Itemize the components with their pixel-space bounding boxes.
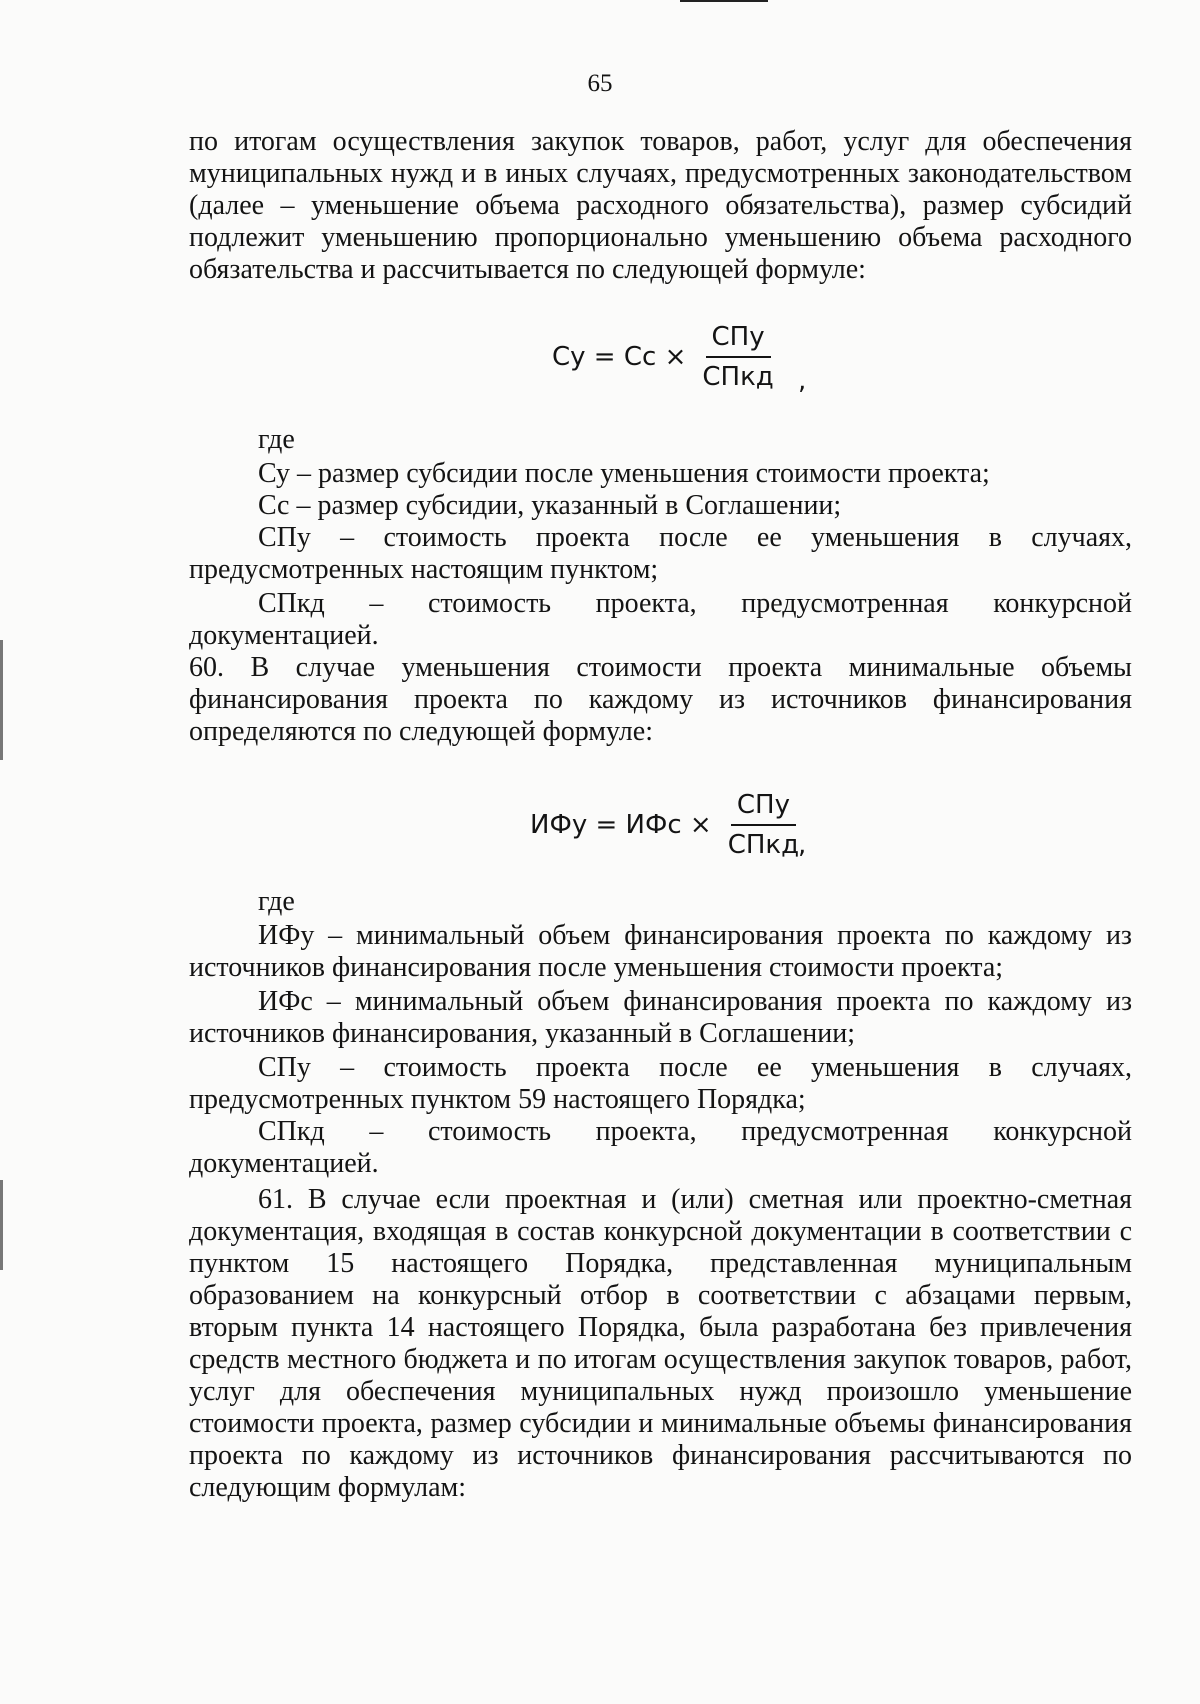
text-line: 60. В случае уменьшения стоимости проекта минимальные объемы [189, 652, 1132, 683]
scan-mark [680, 0, 768, 2]
formula-numerator: СПу [706, 322, 771, 358]
text-line: Су – размер субсидии после уменьшения стоимости проекта; [258, 458, 990, 489]
text-line: источников финансирования, указанный в Соглашении; [189, 1018, 856, 1049]
text-line: Сс – размер субсидии, указанный в Соглашении; [258, 490, 842, 521]
formula-fraction [722, 790, 805, 860]
text-line: документацией. [189, 1148, 379, 1179]
text-line: СПу – стоимость проекта после ее уменьшения в случаях, [258, 1052, 1132, 1083]
text-line: образованием на конкурсный отбор в соответствии с абзацами первым, [189, 1280, 1132, 1311]
text-line: СПкд – стоимость проекта, предусмотренная конкурсной [258, 1116, 1132, 1147]
text-line: где [258, 886, 295, 917]
text-line: обязательства и рассчитывается по следующей формуле: [189, 254, 866, 285]
text-line: муниципальных нужд и в иных случаях, предусмотренных законодательством [189, 158, 1132, 189]
text-line: вторым пункта 14 настоящего Порядка, была разработана без привлечения [189, 1312, 1132, 1343]
text-line: определяются по следующей формуле: [189, 716, 653, 747]
formula-financing [530, 790, 805, 860]
formula-comma: , [798, 830, 807, 860]
text-line: документация, входящая в состав конкурсной документации в соответствии с [189, 1216, 1132, 1247]
scan-edge-mark [0, 640, 3, 760]
text-line: финансирования проекта по каждому из источников финансирования [189, 684, 1132, 715]
text-line: по итогам осуществления закупок товаров, работ, услуг для обеспечения [189, 126, 1132, 157]
text-line: средств местного бюджета и по итогам осуществления закупок товаров, работ, [189, 1344, 1132, 1375]
formula-denominator: СПкд [727, 830, 800, 860]
text-line: документацией. [189, 620, 379, 651]
text-line: ИФс – минимальный объем финансирования проекта по каждому из [258, 986, 1132, 1017]
text-line: пунктом 15 настоящего Порядка, представленная муниципальным [189, 1248, 1132, 1279]
text-line: СПкд – стоимость проекта, предусмотренная конкурсной [258, 588, 1132, 619]
text-line: стоимости проекта, размер субсидии и минимальные объемы финансирования [189, 1408, 1132, 1439]
text-line: подлежит уменьшению пропорционально уменьшению объема расходного [189, 222, 1132, 253]
text-line: следующим формулам: [189, 1472, 466, 1503]
text-line: предусмотренных настоящим пунктом; [189, 554, 659, 585]
formula-lhs: ИФу = ИФс × [530, 810, 712, 840]
formula-subsidy [552, 322, 780, 392]
text-line: ИФу – минимальный объем финансирования проекта по каждому из [258, 920, 1132, 951]
formula-comma: , [798, 366, 807, 396]
scan-edge-mark [0, 1180, 3, 1270]
formula-numerator: СПу [731, 790, 796, 826]
formula-fraction [696, 322, 779, 392]
text-line: СПу – стоимость проекта после ее уменьшения в случаях, [258, 522, 1132, 553]
formula-lhs: Су = Сс × [552, 342, 687, 372]
text-line: источников финансирования после уменьшения стоимости проекта; [189, 952, 1004, 983]
page-number: 65 [587, 70, 613, 97]
text-line: проекта по каждому из источников финансирования рассчитываются по [189, 1440, 1132, 1471]
text-line: предусмотренных пунктом 59 настоящего Порядка; [189, 1084, 806, 1115]
text-line: где [258, 424, 295, 455]
text-line: (далее – уменьшение объема расходного обязательства), размер субсидий [189, 190, 1132, 221]
text-line: 61. В случае если проектная и (или) сметная или проектно-сметная [258, 1184, 1132, 1215]
formula-denominator: СПкд [702, 362, 774, 392]
text-line: услуг для обеспечения муниципальных нужд произошло уменьшение [189, 1376, 1132, 1407]
